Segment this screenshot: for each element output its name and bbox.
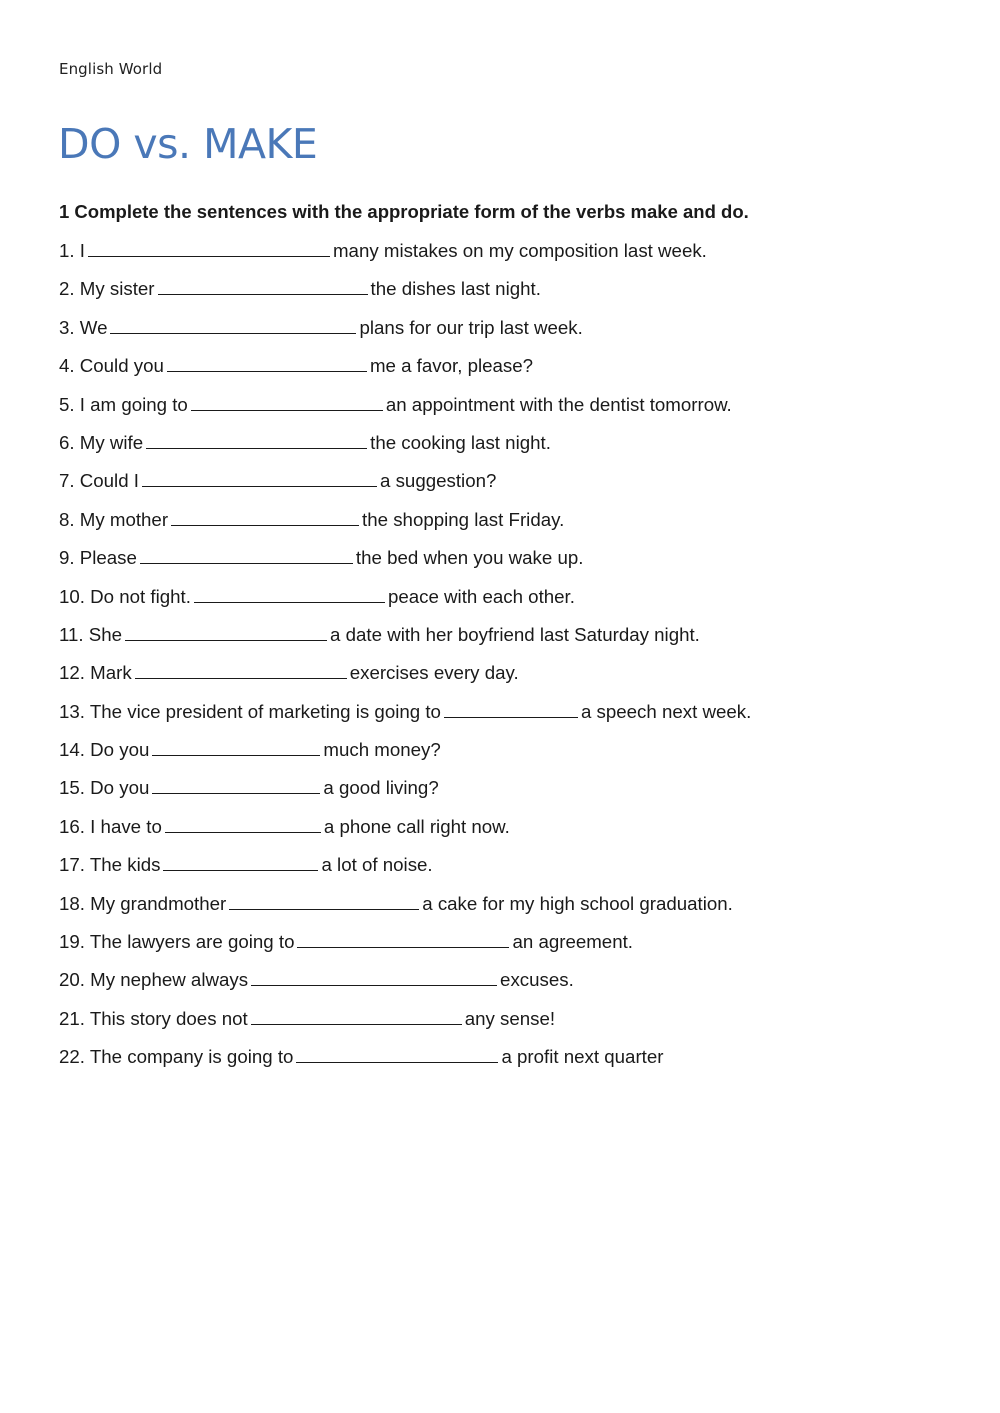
answer-blank[interactable] (191, 392, 383, 411)
sentence-start: 4. Could you (59, 355, 164, 377)
exercise-item (59, 584, 751, 622)
answer-blank[interactable] (158, 276, 368, 295)
answer-blank[interactable] (152, 775, 320, 794)
answer-blank[interactable] (251, 967, 497, 986)
sentence-end: me a favor, please? (369, 355, 534, 377)
sentence-end: a lot of noise. (321, 854, 433, 876)
sentence-end: a speech next week. (580, 700, 752, 722)
sentence-start: 6. My wife (59, 431, 144, 453)
exercise-item (59, 1006, 751, 1044)
sentence-end: a date with her boyfriend last Saturday night. (330, 623, 700, 645)
sentence-start: 11. She (59, 623, 123, 645)
answer-blank[interactable] (171, 507, 359, 526)
answer-blank[interactable] (140, 545, 353, 564)
exercise-item (59, 315, 751, 353)
header-label: English World (59, 60, 163, 78)
answer-blank[interactable] (194, 584, 385, 603)
sentence-end: the cooking last night. (370, 431, 551, 453)
sentence-end: excuses. (500, 969, 574, 991)
sentence-end: a good living? (323, 777, 439, 799)
answer-blank[interactable] (125, 622, 327, 641)
sentence-start: 21. This story does not (59, 1007, 248, 1029)
sentence-end: the bed when you wake up. (355, 547, 584, 569)
answer-blank[interactable] (251, 1006, 462, 1025)
exercise-item (59, 660, 751, 698)
exercise-item (59, 929, 751, 967)
sentence-end: any sense! (464, 1007, 556, 1029)
answer-blank[interactable] (142, 468, 377, 487)
exercise-item (59, 392, 751, 430)
sentence-start: 2. My sister (59, 278, 155, 300)
sentence-start: 22. The company is going to (59, 1046, 294, 1068)
sentence-start: 10. Do not fight. (59, 585, 191, 607)
answer-blank[interactable] (88, 238, 330, 257)
sentence-end: much money? (323, 739, 441, 761)
exercise-item (59, 1044, 751, 1082)
sentence-start: 18. My grandmother (59, 892, 227, 914)
exercise-item (59, 775, 751, 813)
exercise-list (59, 238, 751, 1083)
sentence-end: a suggestion? (380, 470, 497, 492)
sentence-start: 5. I am going to (59, 393, 188, 415)
exercise-item (59, 507, 751, 545)
sentence-end: an appointment with the dentist tomorrow. (385, 393, 732, 415)
sentence-start: 7. Could I (59, 470, 139, 492)
answer-blank[interactable] (297, 929, 509, 948)
sentence-end: exercises every day. (349, 662, 519, 684)
exercise-item (59, 852, 751, 890)
sentence-start: 14. Do you (59, 739, 150, 761)
sentence-start: 12. Mark (59, 662, 132, 684)
sentence-end: a phone call right now. (323, 815, 510, 837)
answer-blank[interactable] (163, 852, 318, 871)
exercise-item (59, 353, 751, 391)
exercise-item (59, 622, 751, 660)
sentence-end: the dishes last night. (370, 278, 541, 300)
sentence-start: 1. I (59, 240, 85, 261)
sentence-start: 3. We (59, 316, 108, 338)
sentence-start: 15. Do you (59, 777, 150, 799)
page-title: DO vs. MAKE (58, 120, 318, 168)
sentence-start: 8. My mother (59, 508, 169, 530)
exercise-item (59, 238, 751, 276)
answer-blank[interactable] (167, 353, 367, 372)
sentence-end: a profit next quarter (501, 1046, 664, 1068)
answer-blank[interactable] (444, 699, 578, 718)
answer-blank[interactable] (296, 1044, 498, 1063)
sentence-end: many mistakes on my composition last week. (332, 240, 707, 261)
exercise-instruction: 1 Complete the sentences with the appropriate form of the verbs make and do. (59, 201, 749, 222)
exercise-item (59, 891, 751, 929)
sentence-start: 19. The lawyers are going to (59, 931, 295, 953)
sentence-start: 16. I have to (59, 815, 162, 837)
sentence-start: 13. The vice president of marketing is going to (59, 700, 441, 722)
answer-blank[interactable] (165, 814, 321, 833)
answer-blank[interactable] (110, 315, 356, 334)
exercise-item (59, 699, 751, 737)
sentence-start: 9. Please (59, 547, 137, 569)
answer-blank[interactable] (146, 430, 367, 449)
sentence-end: plans for our trip last week. (359, 316, 583, 338)
exercise-item (59, 430, 751, 468)
sentence-start: 20. My nephew always (59, 969, 249, 991)
exercise-item (59, 814, 751, 852)
exercise-item (59, 545, 751, 583)
answer-blank[interactable] (229, 891, 419, 910)
sentence-end: a cake for my high school graduation. (422, 892, 733, 914)
sentence-end: peace with each other. (387, 585, 575, 607)
sentence-end: the shopping last Friday. (362, 508, 565, 530)
sentence-end: an agreement. (512, 931, 633, 953)
exercise-item (59, 276, 751, 314)
exercise-item (59, 737, 751, 775)
answer-blank[interactable] (135, 660, 347, 679)
exercise-item (59, 468, 751, 506)
answer-blank[interactable] (152, 737, 320, 756)
sentence-start: 17. The kids (59, 854, 161, 876)
exercise-item (59, 967, 751, 1005)
